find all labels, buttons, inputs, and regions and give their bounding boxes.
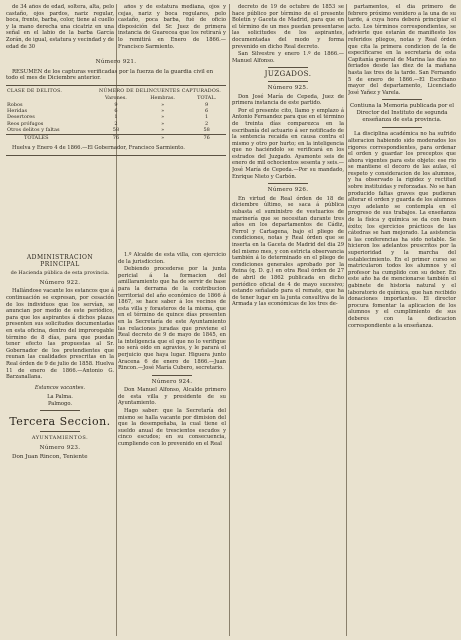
- divider: [382, 127, 422, 128]
- table-row: Otros delitos y faltas 58 » 58: [7, 127, 210, 134]
- column-4: [348, 4, 456, 636]
- article-number: Número 925.: [267, 84, 309, 91]
- divider: [152, 375, 192, 376]
- column-2-bottom: [118, 252, 226, 636]
- estancos-title: Estancos vacantes.: [34, 384, 86, 391]
- article-text: de 34 años de edad, soltera, alta, pelo castaño, ojos pardos, nariz regular, boca, frente, barba, color, tiene al cuello y la mano derecha una cicatriz en una señal en el labio de la barba García Zorán, de igual, estatura y vecindad y de edad de 30: [6, 4, 114, 50]
- article-number: Número 922.: [39, 279, 81, 286]
- ayuntamientos-heading: AYUNTAMIENTOS.: [31, 435, 89, 442]
- article-text: partamentos, el día primero de febrero próximo venidero a la una de su tarde, á cuya hora deberá principiar el acto. Los términos correspondientes, se advierte que estarán de manifiesto los referidos pliegos, notas y Real órden que cita la primera condicion de la de especificarse en la secretaría de esta Capitanía general de Marina las días no feriados desde las diez de la mañana hasta las tres de la tarde. San Fernando 5 de enero de 1866.—El Escribano mayor del departamento, Licenciado José Yañez y Varela.: [348, 4, 456, 96]
- article-text: Don José María de Cepeda, Juez de primera instancia de este partido.: [232, 93, 344, 107]
- article-number: Número 921.: [95, 59, 137, 65]
- column-header-total: TOTAL.: [197, 95, 217, 102]
- divider: [382, 99, 422, 100]
- resumen-section: [6, 56, 226, 159]
- table-row: Heridas 6 » 6: [7, 108, 209, 114]
- resumen-signature: Huelva y Enero 4 de 1866.—El Gobernador, Francisco Sarmiento.: [12, 145, 185, 152]
- divider: [40, 410, 80, 411]
- totals-row: TOTALES 76 » 76: [6, 134, 226, 141]
- column-1-bottom: [6, 252, 114, 636]
- article-text: San Silvestre y enero 1.º de 1866.—Manuel Alfonso.: [232, 51, 344, 64]
- column-divider: [229, 4, 230, 636]
- article-text: Don Juan Rincon, Teniente: [12, 453, 88, 460]
- article-text: decreto de 19 de octubre de 1853 se hace público por término de el presente Boletín y Gaceta de Madrid, para que en el término de un mes puedan presentarse las solicitudes de los aspirantes, documentadas del modo y forma prevenido en dicho Real decreto.: [232, 4, 344, 50]
- captures-table: [6, 89, 226, 141]
- article-number: Número 926.: [267, 187, 309, 194]
- article-text: años y de estatura mediana, ojos y cejas, nariz y boca regulares, pelo castaño, poca barba, fué de oficio disposición del Sr. Juez de primera instancia de Guarecea que los retirará y lo remitirá en Enero de 1866.—Francisco Sarmiento.: [118, 4, 226, 50]
- estanco-item: La Palma.: [47, 394, 73, 401]
- divider: [268, 81, 308, 82]
- article-text: Don Manuel Alfonso, Alcalde primero de esta villa y presidente de su Ayuntamiento.: [118, 387, 226, 407]
- column-2-top: [118, 4, 226, 54]
- section-title-tercera: Tercera Seccion.: [9, 415, 111, 429]
- article-number: Número 924.: [151, 378, 193, 385]
- column-header-men: Varones.: [105, 95, 127, 102]
- divider: [268, 67, 308, 68]
- divider: [268, 183, 308, 184]
- article-text: Debiendo procederse por la junta pericial á la formacion del amillaramiento que ha de servir de base para la derrama de la contribucion territorial del año económico de 1866 á 1867, se hace saber á los vecinos de esta villa y forasteros de la misma, que en el término de quince días presenten en la Secretaría de este Ayuntamiento las relaciones juradas que previene el Real decreto de 9 de mayo de 1845, en la inteligencia que el que no lo verifique no será oido en agravios, y le parará el perjuicio que haya lugar. Higuera junto Aracena 6 de enero de 1866.—Juan Rincon.—José María Cubero, secretario.: [118, 266, 226, 372]
- section-subheading: de Hacienda pública de esta provincia.: [10, 270, 110, 277]
- juzgados-heading: JUZGADOS.: [264, 70, 312, 79]
- table-row: Robos 9 » 9: [7, 101, 209, 108]
- estanco-item: Palmogo.: [47, 400, 73, 407]
- column-3: [232, 4, 344, 636]
- table-row: Reos prófugos 2 » 2: [7, 120, 209, 127]
- table-row: Desertores 1 » 1: [7, 114, 209, 121]
- column-1-top: [6, 4, 114, 54]
- resumen-heading: RESUMEN de los capturas verificadas por la fuerza de la guardia civil en todo el mes de Diciembre anterior.: [6, 68, 214, 82]
- column-header-women: Hembras.: [150, 95, 175, 102]
- article-text: En virtud de Real órden de 18 de diciembre último, se saca á pública subasta el suministro de vestuarios de marinería que se necesitan durante tres años en los departamentos de Cádiz, Ferrol y Cartagena, bajo el pliego de condiciones, notas y Real órden que se inserta en la Gaceta de Madrid del dia 29 del mismo mes, y con estricta observancia también á lo determinado en el pliego de condiciones generales aprobado por la Reina (q. D. g.) en otra Real órden de 27 de abril de 1862 publicada en dicho periódico oficial de 4 de mayo sucesivo; estando señalado para el remate, que ha de tener lugar en la junta consultiva de la Armada y las económicas de los tres de-: [232, 195, 344, 308]
- divider: [6, 85, 226, 86]
- article-text: 1.º Alcalde de esta villa, con ejercicio de la jurisdiccion.: [118, 252, 226, 265]
- article-text: Hallándose vacante los estancos que á continuación se expresan, por cesación de los individuos que los servían, se anuncian por medio de este periódico, para que los aspirantes á dichos plazas presenten sus solicitudes documentadas en esta oficina, dentro del improrogable término de 8 días, para que puedan tener efecto las propuestas al Sr. Gobernador de los pretendientes que reunan las cualidades prescritas en la Real órden de 9 de julio de 1858. Huelva 11 de enero de 1866.—Antonio G. Barzanallana.: [6, 288, 114, 381]
- divider: [40, 431, 80, 432]
- article-text: La disciplina académica no ha sufrido alteracion habiendo sido moderados los rigores correspondientes, para ordenar el orden y guardar los preceptos que ahora vigentes para este objeto: ese rio se mantiene el decoro de las aulas, el respeto y consideracion de los alumnos, y ha observado la rigidez y rectitud sobre instituidas y reforzadas. No se han producido faltas graves que pudieran alterar el orden y guarda de los alumnos cuyo adelanto se contempla en el progreso de sus trabajos. La enseñanza de la física y química se da con buen éxito; los ejercicios prácticos de las cátedras se han mejorado. La asistencia a las conferencias ha sido notable. Se hicieron los adelantos prescritos por la superioridad y la marcha del establecimiento. En el primer curso se matricularon todos los alumnos y el profesor ha cumplido con su deber. En este año ha de mencionarse también el gabinete de historia natural y el laboratorio de química, que han recibido donaciones importantes. El director procura fomentar la aplicacion de los alumnos y el cumplimiento de sus deberes con la dedicacion correspondiente a la enseñanza.: [348, 131, 456, 329]
- article-text: Por el presente cito, llamo y emplazo á Antonio Fernandez para que en el término de treinta días comparezca en la escribanía del actuario á ser notificado de la sentencia recaida en causa contra el mismo y otro por hurto; en la inteligencia que no haciéndolo se verificará en los estrados del Juzgado. Ayamonte seis de enero de mil ochocientos sesenta y seis.—José María de Cepeda.—Por su mandado, Enrique Nieto y Carbón.: [232, 107, 344, 180]
- table-header-offenders: NÚMERO DE DELINCUENTES CAPTURADOS.: [98, 88, 222, 94]
- section-heading: ADMINISTRACION PRINCIPAL: [26, 254, 94, 268]
- article-text: Hago saber: que la Secretaría del mismo se halla vacante por dimision del que la desempeñaba, la cual tiene el sueldo anual de trescientos escudos y cinco escudos; en su consecuencia, cumpliendo con lo prevenido en el Real: [118, 408, 226, 448]
- column-divider: [346, 4, 347, 636]
- article-number: Número 923.: [39, 445, 81, 452]
- table-header-crimes: CLASE DE DELITOS.: [7, 88, 63, 94]
- memoria-heading: Contiuna la Memoria publicada por el Director del Instituto de segunda enseñanza de esta provincia.: [350, 103, 454, 124]
- divider: [6, 155, 226, 156]
